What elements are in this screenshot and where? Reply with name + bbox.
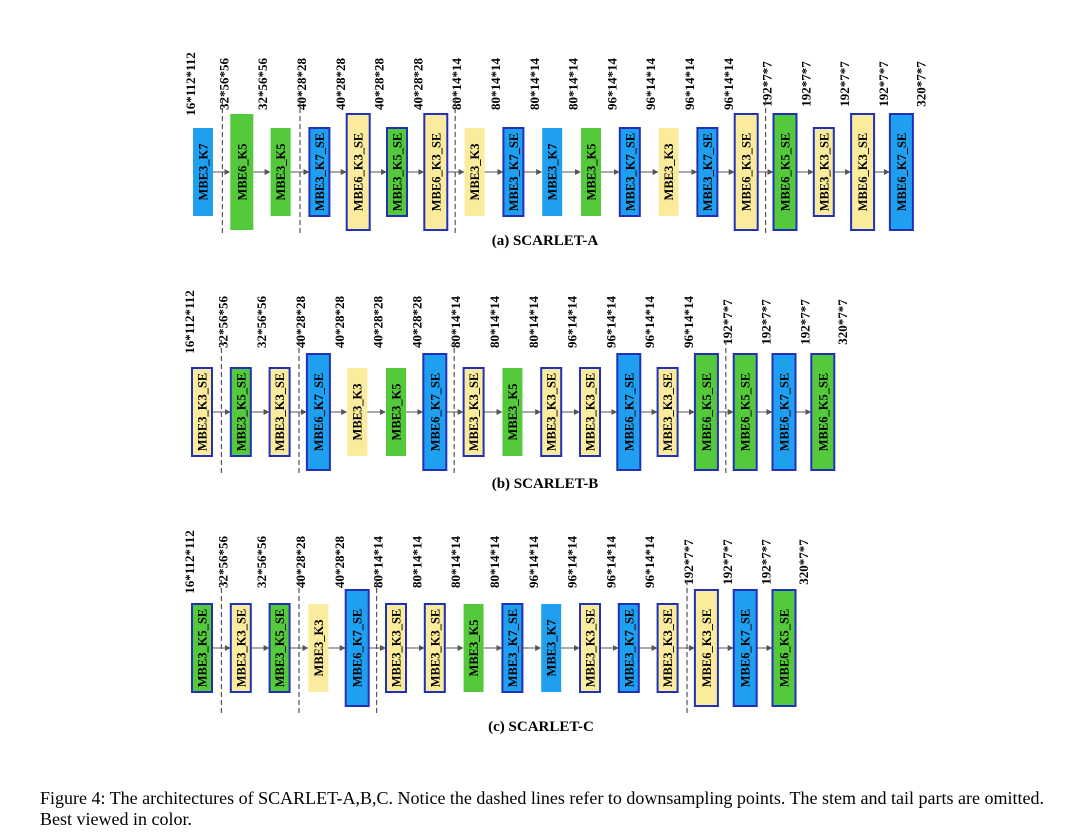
dimension-label: 96*14*14 <box>564 536 580 588</box>
block-label: MBE3_K3_SE <box>195 372 210 452</box>
panel-title: (a) SCARLET-A <box>491 233 599 249</box>
dimension-label: 40*28*28 <box>331 536 347 588</box>
dimension-label: 96*14*14 <box>643 58 659 110</box>
dimension-label: 16*112*112 <box>183 52 198 116</box>
dimension-label: 96*14*14 <box>603 536 619 588</box>
dimension-label: 40*28*28 <box>371 58 387 110</box>
dimension-label: 192*7*7 <box>759 61 775 107</box>
dimension-label: 80*14*14 <box>487 536 502 588</box>
dimension-label: 320*7*7 <box>796 539 811 585</box>
block-label: MBE3_K3 <box>311 619 326 677</box>
block-label: MBE3_K5_SE <box>273 608 288 688</box>
dimension-label: 80*14*14 <box>526 58 542 110</box>
dimension-label: 80*14*14 <box>449 58 465 110</box>
block-label: MBE3_K7_SE <box>506 132 521 212</box>
panel-scarlet-b <box>182 290 850 492</box>
block-label: MBE6_K5_SE <box>738 372 753 452</box>
dimension-label: 40*28*28 <box>409 296 425 348</box>
dimension-label: 40*28*28 <box>331 296 347 348</box>
block-label: MBE3_K7 <box>545 143 560 201</box>
dimension-label: 16*112*112 <box>182 290 197 354</box>
block-label: MBE3_K5 <box>505 383 520 441</box>
dimension-label: 192*7*7 <box>758 299 774 345</box>
dimension-label: 80*14*14 <box>409 536 425 588</box>
block-label: MBE3_K3_SE <box>273 372 288 452</box>
dimension-label: 96*14*14 <box>525 536 541 588</box>
block-label: MBE3_K3_SE <box>817 132 832 212</box>
dimension-label: 40*28*28 <box>293 296 308 348</box>
block-label: MBE3_K5 <box>467 619 482 677</box>
dimension-label: 40*28*28 <box>410 58 426 110</box>
dimension-label: 40*28*28 <box>332 58 348 110</box>
panel-title: (b) SCARLET-B <box>491 476 599 492</box>
block-label: MBE6_K7_SE <box>428 372 443 452</box>
dimension-label: 80*14*14 <box>488 58 503 110</box>
block-label: MBE6_K3_SE <box>699 608 714 688</box>
block-label: MBE6_K7_SE <box>777 372 792 452</box>
dimension-label: 40*28*28 <box>370 296 386 348</box>
block-label: MBE6_K7_SE <box>311 372 326 452</box>
block-label: MBE3_K3_SE <box>389 608 404 688</box>
block-label: MBE3_K7_SE <box>700 132 715 212</box>
dimension-label: 96*14*14 <box>564 296 580 348</box>
panel-title: (c) SCARLET-C <box>488 719 594 735</box>
dimension-label: 32*56*56 <box>215 536 231 588</box>
block-label: MBE3_K3_SE <box>234 608 249 688</box>
dimension-label: 96*14*14 <box>682 58 697 110</box>
block-label: MBE6_K5_SE <box>699 372 714 452</box>
block-label: MBE6_K5_SE <box>777 608 792 688</box>
block-label: MBE3_K3_SE <box>544 372 559 452</box>
dimension-label: 96*14*14 <box>720 58 736 110</box>
block-label: MBE6_K3_SE <box>429 132 444 212</box>
block-label: MBE6_K3_SE <box>351 132 366 212</box>
block-label: MBE3_K7_SE <box>505 608 520 688</box>
block-label: MBE6_K7_SE <box>622 372 637 452</box>
dimension-label: 80*14*14 <box>487 296 502 348</box>
panel-scarlet-c <box>182 530 811 735</box>
figure-caption: Figure 4: The architectures of SCARLET-A,B,C. Notice the dashed lines refer to downsampling points. The stem and tail parts are omitted. Best viewed in color. <box>40 788 1044 829</box>
block-label: MBE3_K5 <box>389 383 404 441</box>
dimension-label: 80*14*14 <box>370 536 386 588</box>
dimension-label: 32*56*56 <box>255 58 271 110</box>
dimension-label: 80*14*14 <box>448 536 464 588</box>
dimension-label: 96*14*14 <box>681 296 696 348</box>
dimension-label: 192*7*7 <box>719 299 735 345</box>
dimension-label: 32*56*56 <box>216 58 232 110</box>
dimension-label: 32*56*56 <box>215 296 231 348</box>
block-label: MBE3_K7_SE <box>623 132 638 212</box>
dimension-label: 192*7*7 <box>719 539 735 585</box>
block-label: MBE3_K3_SE <box>661 372 676 452</box>
block-label: MBE6_K7_SE <box>894 132 909 212</box>
block-label: MBE3_K3_SE <box>661 608 676 688</box>
block-label: MBE6_K5 <box>235 143 250 201</box>
block-label: MBE3_K3 <box>350 383 365 441</box>
block-label: MBE3_K5_SE <box>390 132 405 212</box>
dimension-label: 32*56*56 <box>254 536 270 588</box>
dimension-label: 40*28*28 <box>294 58 309 110</box>
dimension-label: 80*14*14 <box>525 296 541 348</box>
block-label: MBE6_K7_SE <box>738 608 753 688</box>
dimension-label: 192*7*7 <box>681 539 696 585</box>
dimension-label: 192*7*7 <box>876 61 891 107</box>
dimension-label: 192*7*7 <box>837 61 853 107</box>
dimension-label: 192*7*7 <box>798 61 814 107</box>
block-label: MBE3_K7_SE <box>622 608 637 688</box>
dimension-label: 16*112*112 <box>182 530 197 594</box>
block-label: MBE6_K3_SE <box>856 132 871 212</box>
dimension-label: 80*14*14 <box>565 58 581 110</box>
dimension-label: 96*14*14 <box>642 536 658 588</box>
block-label: MBE3_K3_SE <box>583 372 598 452</box>
block-label: MBE6_K5_SE <box>816 372 831 452</box>
block-label: MBE3_K3 <box>662 143 677 201</box>
block-label: MBE3_K3_SE <box>428 608 443 688</box>
panel-scarlet-a <box>183 52 928 249</box>
block-label: MBE3_K7 <box>544 619 559 677</box>
block-label: MBE6_K3_SE <box>739 132 754 212</box>
dimension-label: 192*7*7 <box>758 539 774 585</box>
dimension-label: 192*7*7 <box>797 299 813 345</box>
block-label: MBE6_K7_SE <box>350 608 365 688</box>
block-label: MBE3_K5_SE <box>234 372 249 452</box>
block-label: MBE3_K7_SE <box>312 132 327 212</box>
block-label: MBE3_K3_SE <box>467 372 482 452</box>
block-label: MBE3_K3_SE <box>583 608 598 688</box>
block-label: MBE3_K5 <box>584 143 599 201</box>
dimension-label: 96*14*14 <box>642 296 658 348</box>
dimension-label: 320*7*7 <box>834 299 850 345</box>
dimension-label: 40*28*28 <box>293 536 308 588</box>
dimension-label: 96*14*14 <box>604 58 620 110</box>
dimension-label: 32*56*56 <box>254 296 270 348</box>
dimension-label: 96*14*14 <box>603 296 619 348</box>
dimension-label: 80*14*14 <box>448 296 464 348</box>
block-label: MBE3_K7 <box>196 143 211 201</box>
block-label: MBE3_K5_SE <box>195 608 210 688</box>
block-label: MBE3_K3 <box>468 143 483 201</box>
block-label: MBE3_K5 <box>274 143 289 201</box>
block-label: MBE6_K5_SE <box>778 132 793 212</box>
dimension-label: 320*7*7 <box>913 61 929 107</box>
